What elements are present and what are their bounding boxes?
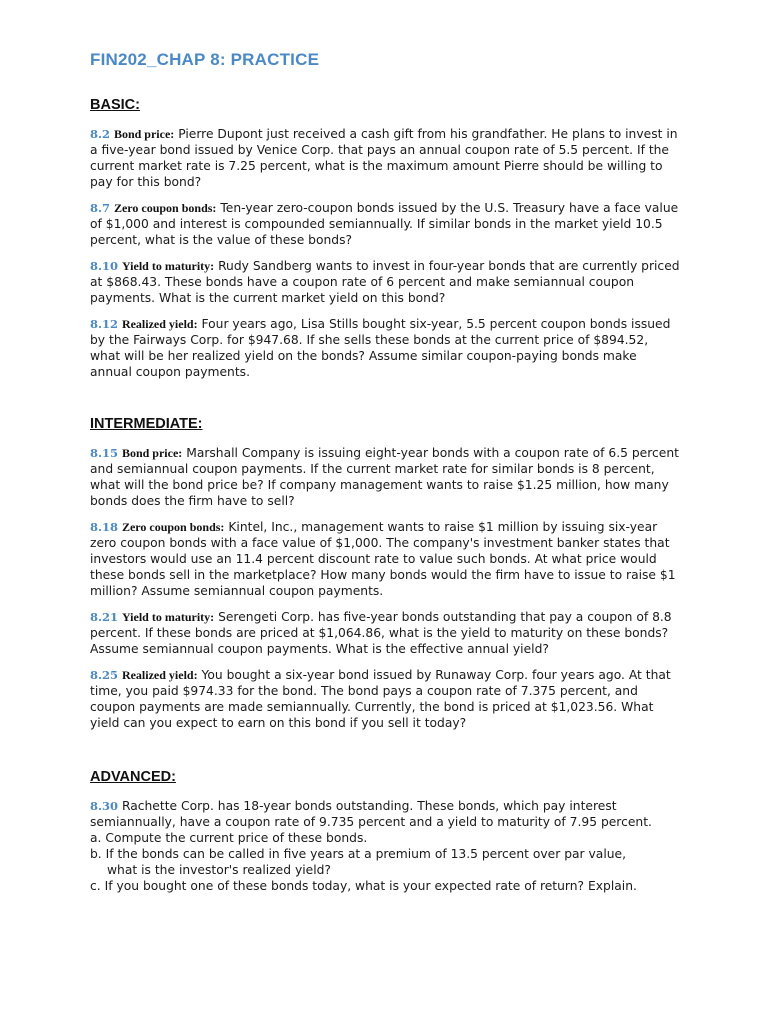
question-8-7: [90, 200, 682, 248]
question-number: 8.2: [90, 127, 111, 141]
question-8-2: [90, 126, 682, 190]
question-number: 8.15: [90, 446, 119, 460]
question-label: Yield to maturity:: [121, 259, 215, 273]
question-number: 8.25: [90, 668, 119, 682]
question-number: 8.7: [90, 201, 111, 215]
question-label: Bond price:: [121, 446, 183, 460]
question-number: 8.30: [90, 799, 119, 813]
question-label: Bond price:: [113, 127, 175, 141]
question-8-15: [90, 445, 682, 509]
question-8-21: [90, 609, 682, 657]
sub-question-b: b. If the bonds can be called in five years at a premium of 13.5 percent over par value,: [90, 847, 627, 861]
section-heading-basic: BASIC:: [90, 97, 140, 113]
section-heading-intermediate: INTERMEDIATE:: [90, 416, 203, 432]
question-number: 8.18: [90, 520, 119, 534]
question-text: Pierre Dupont just received a cash gift from his grandfather. He plans to invest in a five-year bond issued by Venice Corp. that pays an annual coupon rate of 5.5 percent. If the current market rate is 7.25 percent, what is the maximum amount Pierre should be willing to pay for this bond?: [90, 127, 678, 189]
question-8-12: [90, 316, 682, 380]
question-text: Ten-year zero-coupon bonds issued by the U.S. Treasury have a face value of $1,000 and interest is compounded semiannually. If similar bonds in the market yield 10.5 percent, what is the value of these bonds?: [90, 201, 679, 247]
question-number: 8.10: [90, 259, 119, 273]
question-8-25: [90, 667, 682, 731]
question-text: You bought a six-year bond issued by Runaway Corp. four years ago. At that time, you paid $974.33 for the bond. The bond pays a coupon rate of 7.375 percent, and coupon payments are made semiannually. Currently, the bond is priced at $1,023.56. What yield can you expect to earn on this bond if you sell it today?: [90, 668, 671, 730]
page-title: FIN202_CHAP 8: PRACTICE: [90, 50, 320, 69]
question-text: Rachette Corp. has 18-year bonds outstanding. These bonds, which pay interest semiannually, have a coupon rate of 9.735 percent and a yield to maturity of 7.95 percent.: [90, 799, 652, 829]
question-8-18: [90, 519, 682, 599]
question-text: Four years ago, Lisa Stills bought six-year, 5.5 percent coupon bonds issued by the Fairways Corp. for $947.68. If she sells these bonds at the current price of $894.52, what will be her realized yield on the bonds? Assume similar coupon-paying bonds make annual coupon payments.: [90, 317, 671, 379]
sub-question-b-continued: what is the investor's realized yield?: [107, 863, 331, 877]
question-label: Realized yield:: [121, 317, 198, 331]
sub-question-a: a. Compute the current price of these bonds.: [90, 831, 368, 845]
question-label: Zero coupon bonds:: [121, 520, 225, 534]
question-text: Kintel, Inc., management wants to raise $1 million by issuing six-year zero coupon bonds with a face value of $1,000. The company's investment banker states that investors would use an 11.4 percent discount rate to value such bonds. At what price would these bonds sell in the marketplace? How many bonds would the firm have to issue to raise $1 million? Assume semiannual coupon payments.: [90, 520, 676, 598]
question-number: 8.12: [90, 317, 119, 331]
sub-question-c: c. If you bought one of these bonds today, what is your expected rate of return? Explain.: [90, 879, 637, 893]
question-text: Serengeti Corp. has five-year bonds outstanding that pay a coupon of 8.8 percent. If these bonds are priced at $1,064.86, what is the yield to maturity on these bonds? Assume semiannual coupon payments. What is the effective annual yield?: [90, 610, 672, 656]
question-text: Marshall Company is issuing eight-year bonds with a coupon rate of 6.5 percent and semiannual coupon payments. If the current market rate for similar bonds is 8 percent, what will the bond price be? If company management wants to raise $1.25 million, how many bonds does the firm have to sell?: [90, 446, 679, 508]
question-text: Rudy Sandberg wants to invest in four-year bonds that are currently priced at $868.43. These bonds have a coupon rate of 6 percent and make semiannual coupon payments. What is the current market yield on this bond?: [90, 259, 680, 305]
section-heading-advanced: ADVANCED:: [90, 769, 176, 785]
question-8-10: [90, 258, 682, 306]
question-8-30: [90, 798, 682, 894]
question-label: Yield to maturity:: [121, 610, 215, 624]
question-label: Realized yield:: [121, 668, 198, 682]
question-label: Zero coupon bonds:: [113, 201, 217, 215]
question-number: 8.21: [90, 610, 119, 624]
